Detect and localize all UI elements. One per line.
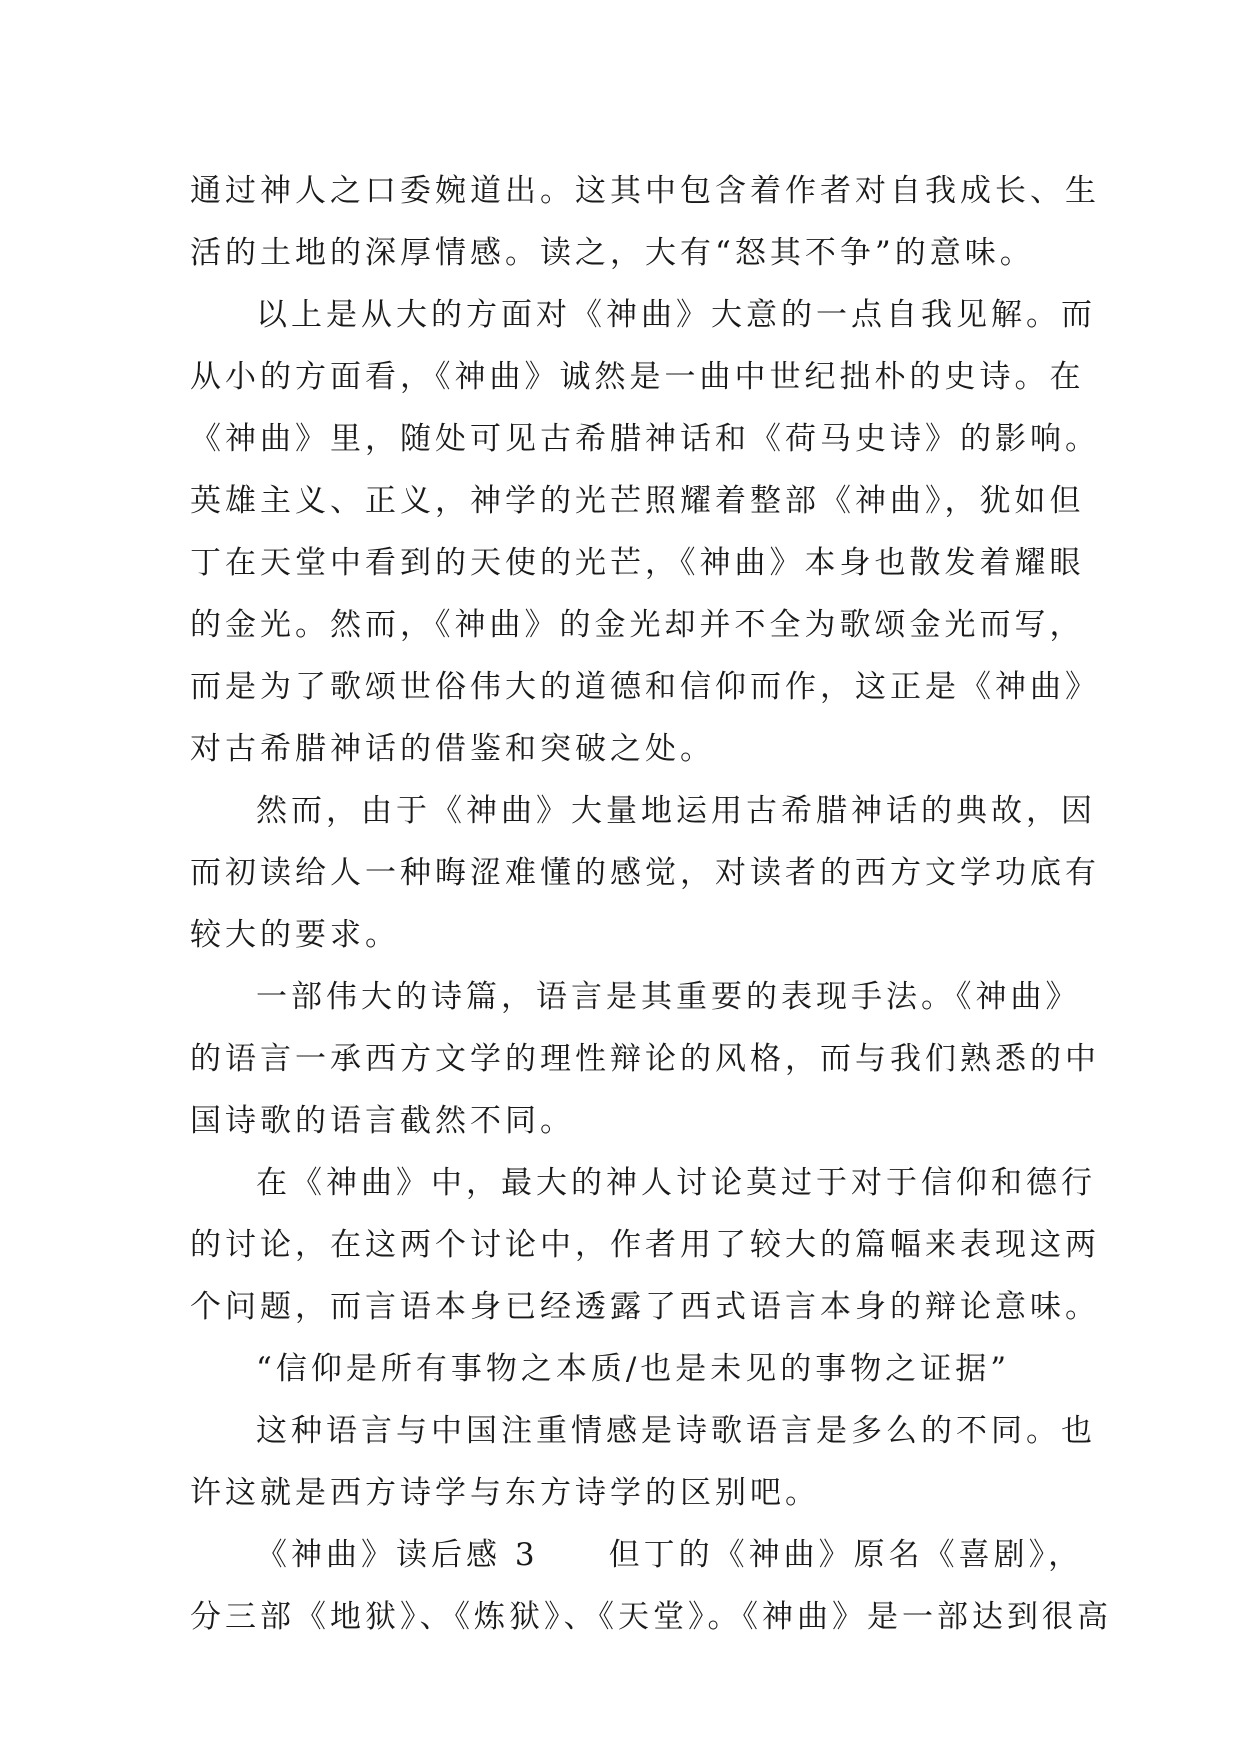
section-heading: 《神曲》读后感 3 xyxy=(256,1537,539,1573)
text-line: 《神曲》里，随处可见古希腊神话和《荷马史诗》的影响。 xyxy=(190,421,1100,457)
text-line: 的讨论，在这两个讨论中，作者用了较大的篇幅来表现这两 xyxy=(190,1227,1100,1263)
text-line: 英雄主义、正义，神学的光芒照耀着整部《神曲》，犹如但 xyxy=(190,483,1085,519)
paragraph-lines xyxy=(190,160,1100,1524)
section-heading-line xyxy=(190,1524,1084,1586)
text-line: 的金光。然而，《神曲》的金光却并不全为歌颂金光而写， xyxy=(190,607,1085,643)
text-line: 许这就是西方诗学与东方诗学的区别吧。 xyxy=(190,1475,820,1511)
text-line: 一部伟大的诗篇，语言是其重要的表现手法。《神曲》 xyxy=(256,979,1081,1015)
section-first-line: 但丁的《神曲》原名《喜剧》， xyxy=(608,1537,1084,1573)
text-line: 而是为了歌颂世俗伟大的道德和信仰而作，这正是《神曲》 xyxy=(190,669,1100,705)
text-line: 对古希腊神话的借鉴和突破之处。 xyxy=(190,731,715,767)
text-line: 活的土地的深厚情感。读之，大有“怒其不争”的意味。 xyxy=(190,235,1035,271)
text-line: 在《神曲》中，最大的神人讨论莫过于对于信仰和德行 xyxy=(256,1165,1096,1201)
text-line: 个问题，而言语本身已经透露了西式语言本身的辩论意味。 xyxy=(190,1289,1100,1325)
text-line: “信仰是所有事物之本质/也是未见的事物之证据” xyxy=(256,1351,1011,1387)
text-line: 从小的方面看，《神曲》诚然是一曲中世纪拙朴的史诗。在 xyxy=(190,359,1085,395)
text-line: 以上是从大的方面对《神曲》大意的一点自我见解。而 xyxy=(256,297,1096,333)
text-line: 这种语言与中国注重情感是诗歌语言是多么的不同。也 xyxy=(256,1413,1096,1449)
text-line: 而初读给人一种晦涩难懂的感觉，对读者的西方文学功底有 xyxy=(190,855,1100,891)
text-line: 较大的要求。 xyxy=(190,917,400,953)
text-line: 国诗歌的语言截然不同。 xyxy=(190,1103,575,1139)
text-line: 通过神人之口委婉道出。这其中包含着作者对自我成长、生 xyxy=(190,173,1100,209)
text-line: 丁在天堂中看到的天使的光芒，《神曲》本身也散发着耀眼 xyxy=(190,545,1085,581)
text-line: 然而，由于《神曲》大量地运用古希腊神话的典故，因 xyxy=(256,793,1096,829)
text-line: 的语言一承西方文学的理性辩论的风格，而与我们熟悉的中 xyxy=(190,1041,1100,1077)
document-body xyxy=(190,160,1112,1648)
section-second-line: 分三部《地狱》、《炼狱》、《天堂》。《神曲》是一部达到很高 xyxy=(190,1599,1112,1635)
